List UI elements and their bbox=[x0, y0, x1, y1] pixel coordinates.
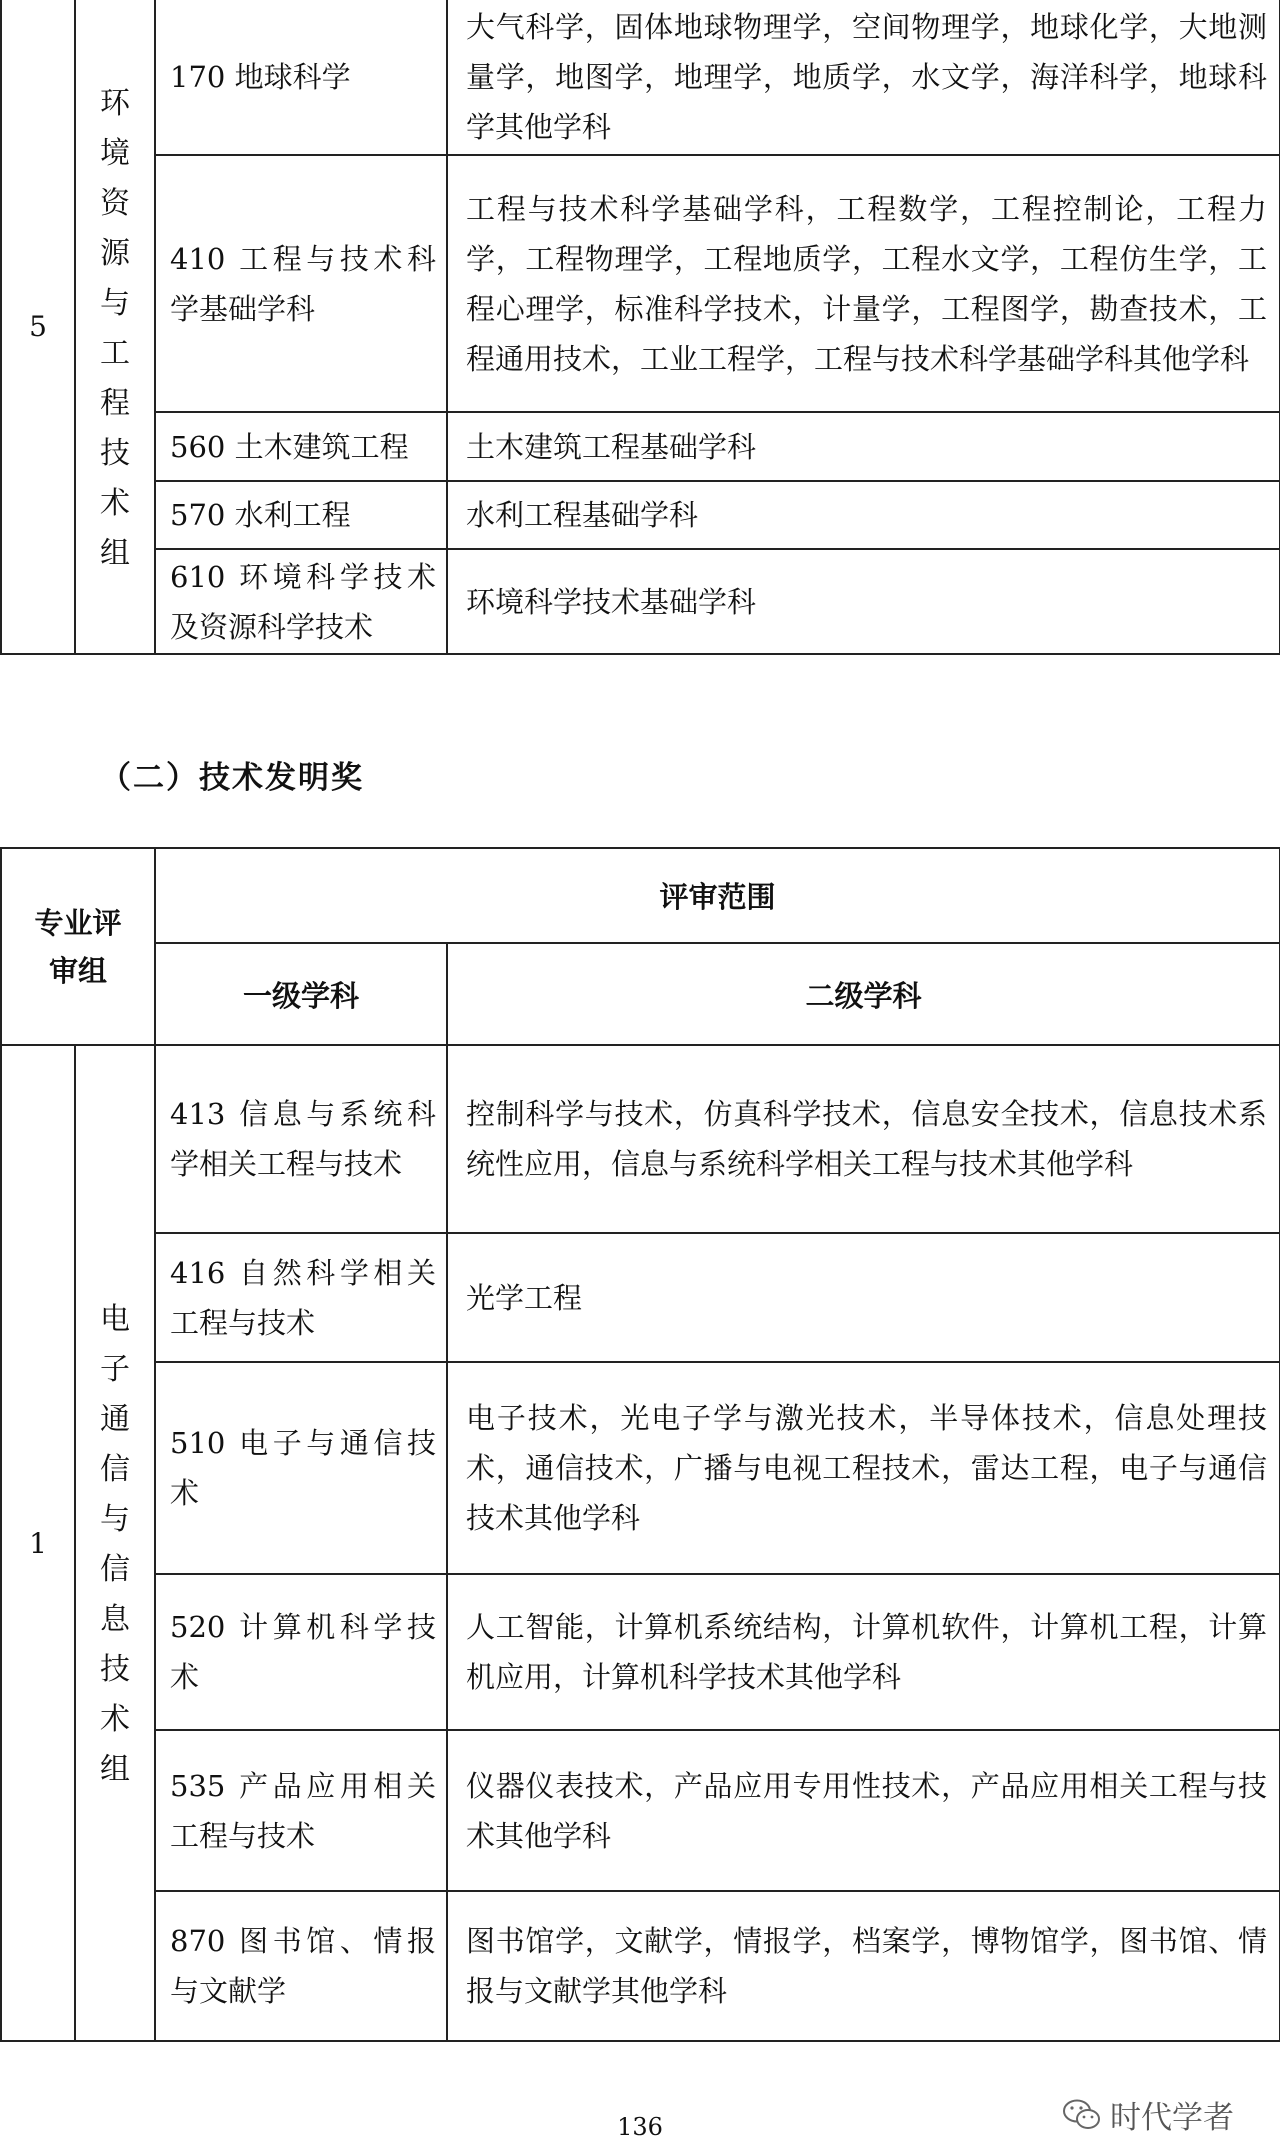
section-title: （二）技术发明奖 bbox=[100, 760, 364, 796]
level2-cell: 环境科学技术基础学科 bbox=[447, 549, 1280, 654]
table-row bbox=[1, 1574, 1280, 1730]
header-level2: 二级学科 bbox=[447, 943, 1280, 1045]
level2-cell: 图书馆学，文献学，情报学，档案学，博物馆学，图书馆、情报与文献学其他学科 bbox=[447, 1891, 1280, 2041]
level2-cell: 控制科学与技术，仿真科学技术，信息安全技术，信息技术系统性应用，信息与系统科学相关工程与技术其他学科 bbox=[447, 1045, 1280, 1233]
table-row bbox=[1, 1730, 1280, 1891]
group-name: 电 子 通 信 与 信 息 技 术 组 bbox=[75, 1045, 155, 2041]
group-number: 5 bbox=[1, 0, 75, 654]
level1-cell: 535 产品应用相关工程与技术 bbox=[155, 1730, 447, 1891]
group-number: 1 bbox=[1, 1045, 75, 2041]
level1-cell: 570 水利工程 bbox=[155, 481, 447, 549]
table-row bbox=[1, 549, 1280, 654]
level1-cell: 510 电子与通信技术 bbox=[155, 1362, 447, 1574]
table-row bbox=[1, 0, 1280, 155]
page-number: 136 bbox=[617, 2113, 663, 2141]
table-row bbox=[1, 1891, 1280, 2041]
header-group bbox=[1, 848, 155, 1045]
table-row bbox=[1, 1233, 1280, 1362]
header-scope: 评审范围 bbox=[155, 848, 1280, 943]
table-row bbox=[1, 155, 1280, 412]
table-row bbox=[1, 1045, 1280, 1233]
level1-cell: 413 信息与系统科学相关工程与技术 bbox=[155, 1045, 447, 1233]
table-continued bbox=[0, 0, 1280, 655]
level2-cell: 大气科学，固体地球物理学，空间物理学，地球化学，大地测量学，地图学，地理学，地质学，水文学，海洋科学，地球科学其他学科 bbox=[447, 0, 1280, 155]
award-review-table bbox=[0, 847, 1280, 2042]
table-header-row bbox=[1, 943, 1280, 1045]
level1-cell: 610 环境科学技术及资源科学技术 bbox=[155, 549, 447, 654]
level2-cell: 人工智能，计算机系统结构，计算机软件，计算机工程，计算机应用，计算机科学技术其他学科 bbox=[447, 1574, 1280, 1730]
level1-cell: 520 计算机科学技术 bbox=[155, 1574, 447, 1730]
level1-cell: 410 工程与技术科学基础学科 bbox=[155, 155, 447, 412]
table-row bbox=[1, 481, 1280, 549]
level2-cell: 光学工程 bbox=[447, 1233, 1280, 1362]
table-header-row bbox=[1, 848, 1280, 943]
level2-cell: 水利工程基础学科 bbox=[447, 481, 1280, 549]
level1-cell: 416 自然科学相关工程与技术 bbox=[155, 1233, 447, 1362]
level1-cell: 560 土木建筑工程 bbox=[155, 412, 447, 481]
level2-cell: 土木建筑工程基础学科 bbox=[447, 412, 1280, 481]
level2-cell: 仪器仪表技术，产品应用专用性技术，产品应用相关工程与技术其他学科 bbox=[447, 1730, 1280, 1891]
header-level1: 一级学科 bbox=[155, 943, 447, 1045]
level1-cell: 170 地球科学 bbox=[155, 0, 447, 155]
level2-cell: 工程与技术科学基础学科，工程数学，工程控制论，工程力学，工程物理学，工程地质学，工程水文学，工程仿生学，工程心理学，标准科学技术，计量学，工程图学，勘查技术，工程通用技术，工业工程学，工程与技术科学基础学科其他学科 bbox=[447, 155, 1280, 412]
level2-cell: 电子技术，光电子学与激光技术，半导体技术，信息处理技术，通信技术，广播与电视工程技术，雷达工程，电子与通信技术其他学科 bbox=[447, 1362, 1280, 1574]
level1-cell: 870 图书馆、情报与文献学 bbox=[155, 1891, 447, 2041]
table-row bbox=[1, 412, 1280, 481]
watermark-text: 时代学者 bbox=[1110, 2100, 1234, 2136]
header-group-label: 专业评审组 bbox=[34, 905, 122, 988]
table-row bbox=[1, 1362, 1280, 1574]
group-name: 环 境 资 源 与 工 程 技 术 组 bbox=[75, 0, 155, 654]
